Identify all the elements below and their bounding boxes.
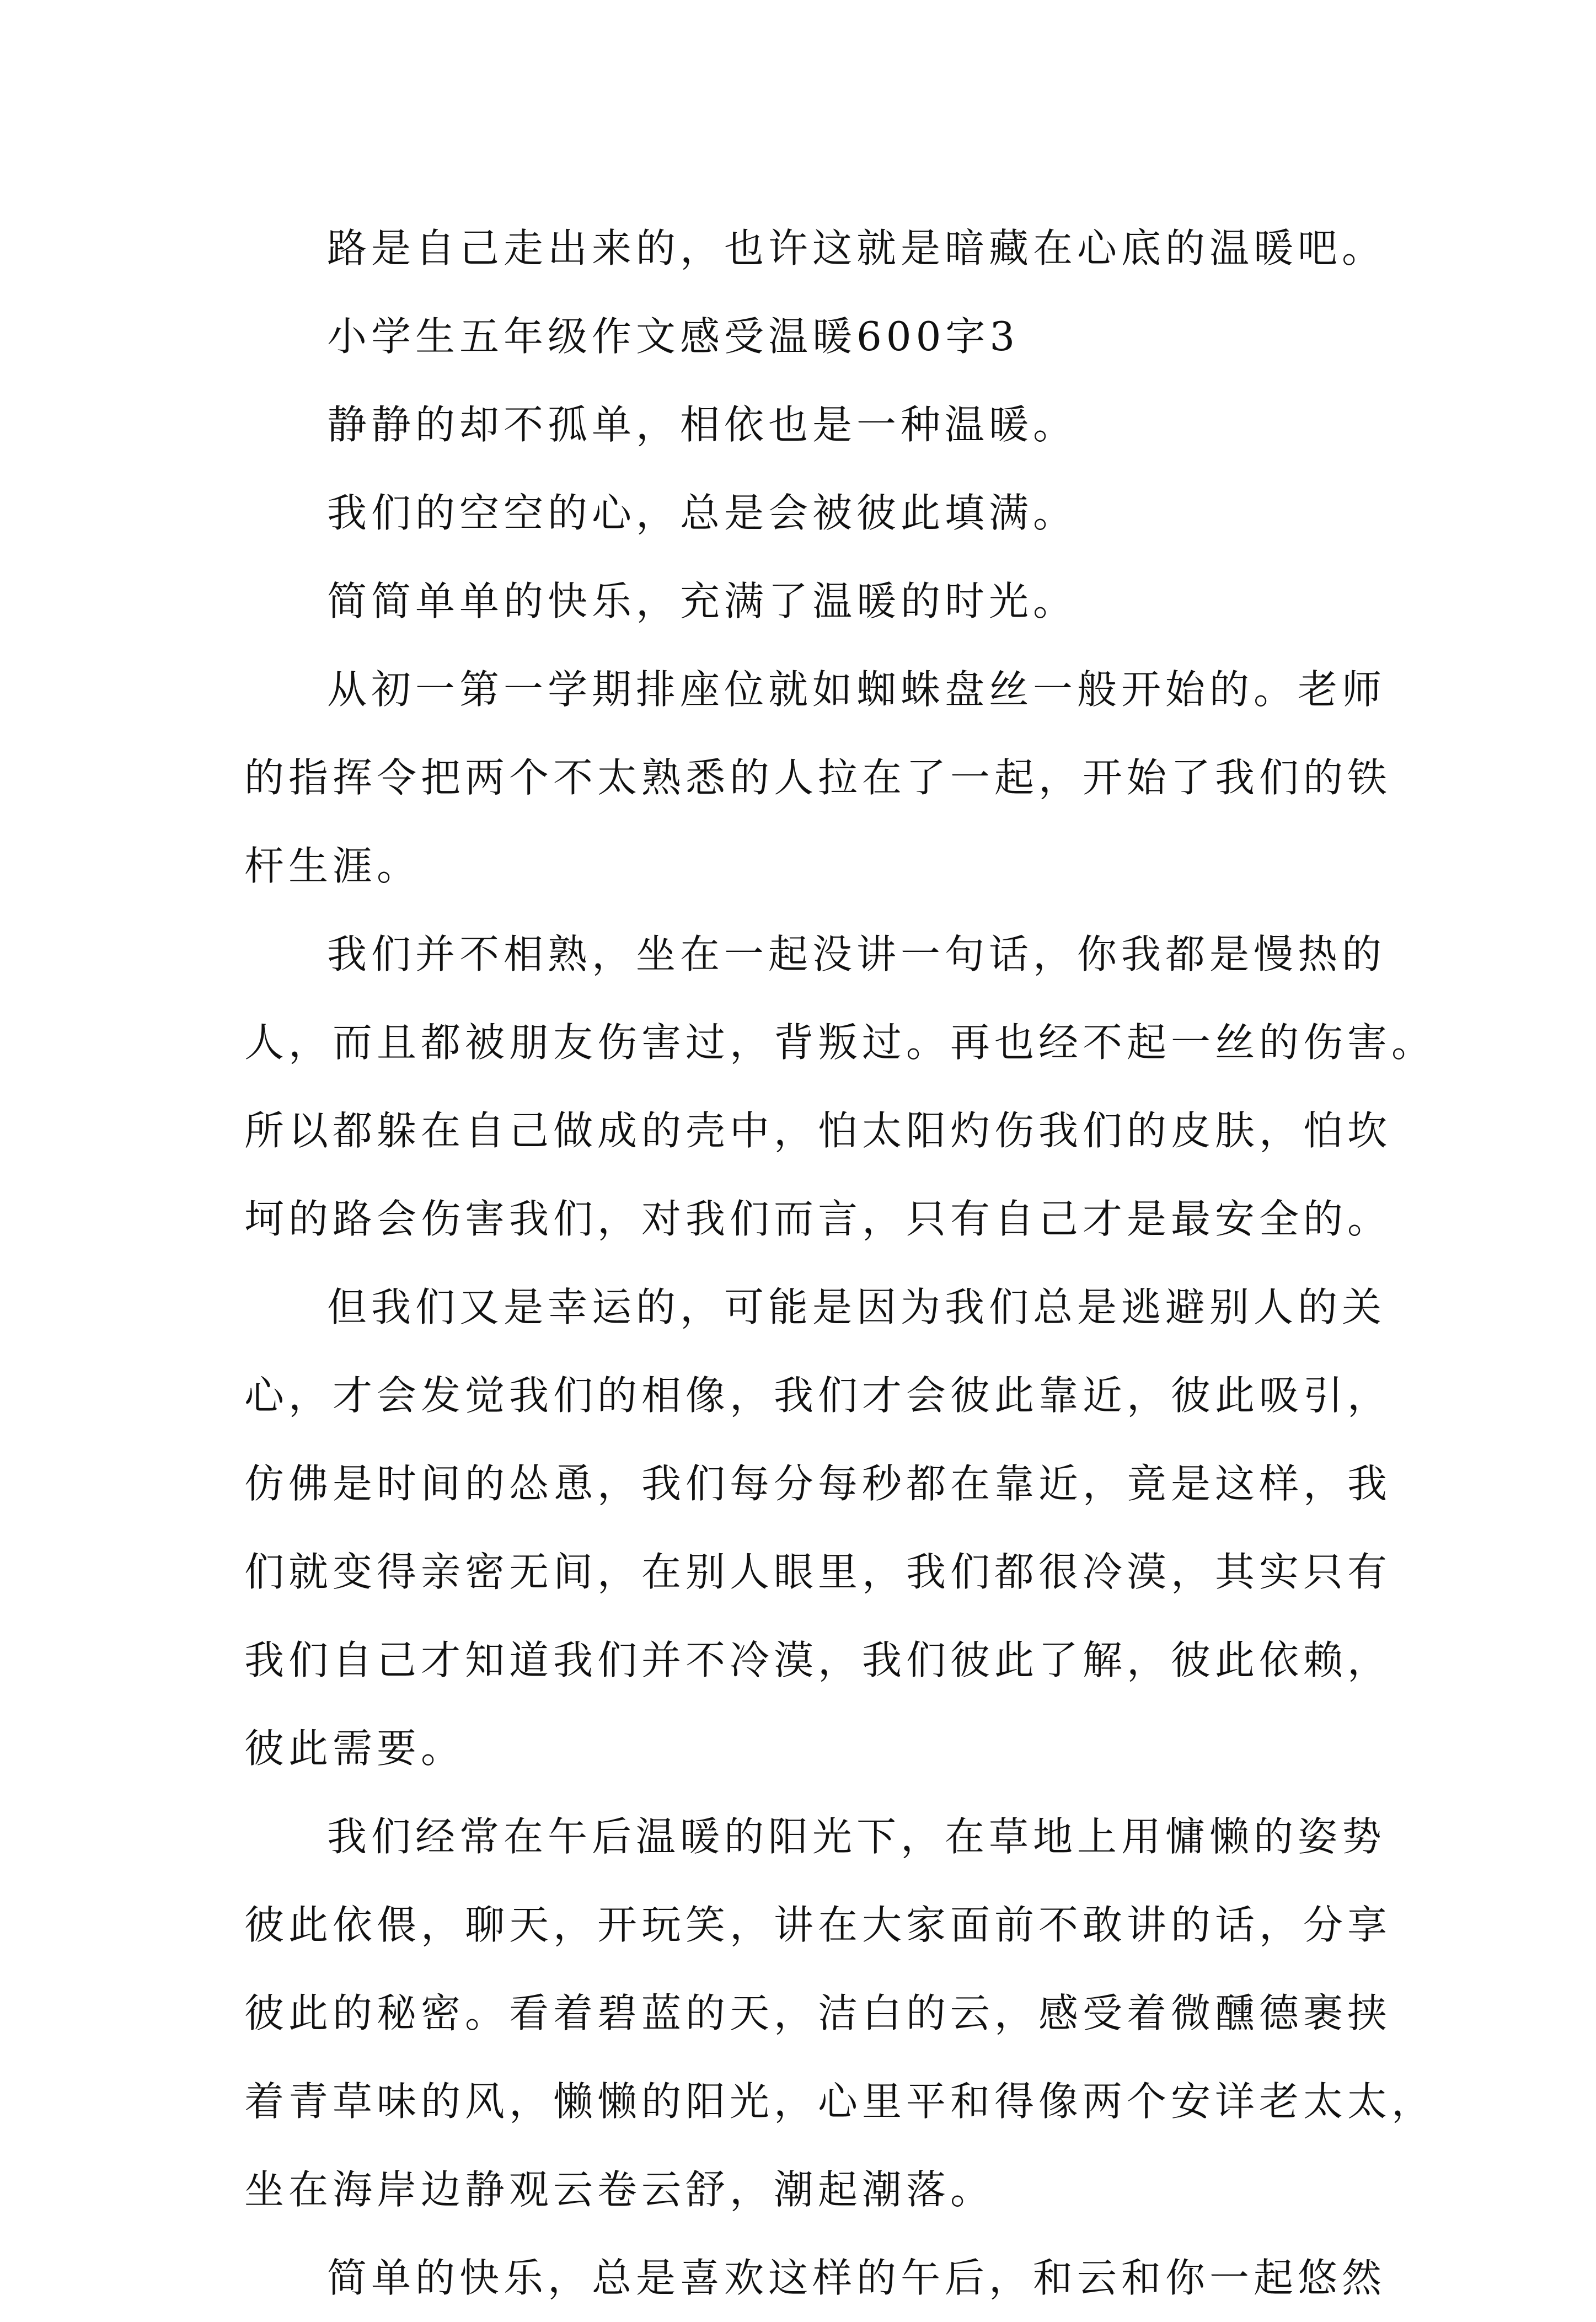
text-line: 仿佛是时间的怂恿，我们每分每秒都在靠近，竟是这样，我 <box>244 1460 1392 1507</box>
text-line: 杆生涯。 <box>244 843 421 889</box>
text-line: 坐在海岸边静观云卷云舒，潮起潮落。 <box>244 2166 995 2213</box>
text-line: 所以都躲在自己做成的壳中，怕太阳灼伤我们的皮肤，怕坎 <box>244 1108 1392 1154</box>
text-line: 人，而且都被朋友伤害过，背叛过。再也经不起一丝的伤害。 <box>244 1019 1436 1066</box>
text-line: 彼此依偎，聊天，开玩笑，讲在大家面前不敢讲的话，分享 <box>244 1902 1392 1948</box>
text-line: 我们经常在午后温暖的阳光下，在草地上用慵懒的姿势 <box>327 1813 1386 1860</box>
text-line: 着青草味的风，懒懒的阳光，心里平和得像两个安详老太太， <box>244 2078 1436 2125</box>
text-line: 的指挥令把两个不太熟悉的人拉在了一起，开始了我们的铁 <box>244 755 1392 801</box>
text-line: 心，才会发觉我们的相像，我们才会彼此靠近，彼此吸引， <box>244 1372 1392 1419</box>
text-line: 坷的路会伤害我们，对我们而言，只有自己才是最安全的。 <box>244 1196 1392 1242</box>
text-line: 彼此的秘密。看着碧蓝的天，洁白的云，感受着微醺德裹挟 <box>244 1990 1392 2036</box>
text-line: 简单的快乐，总是喜欢这样的午后，和云和你一起悠然 <box>327 2255 1386 2301</box>
text-line: 彼此需要。 <box>244 1725 465 1772</box>
text-line: 我们并不相熟，坐在一起没讲一句话，你我都是慢热的 <box>327 931 1386 977</box>
text-line: 路是自己走出来的，也许这就是暗藏在心底的温暖吧。 <box>327 225 1386 271</box>
text-line: 静静的却不孤单，相依也是一种温暖。 <box>327 402 1078 448</box>
document-body <box>244 204 1436 2322</box>
text-line: 小学生五年级作文感受温暖600字3 <box>327 313 1020 360</box>
text-line: 我们的空空的心，总是会被彼此填满。 <box>327 490 1078 536</box>
text-line: 们就变得亲密无间，在别人眼里，我们都很冷漠，其实只有 <box>244 1549 1392 1595</box>
text-line: 简简单单的快乐，充满了温暖的时光。 <box>327 578 1078 624</box>
text-line: 但我们又是幸运的，可能是因为我们总是逃避别人的关 <box>327 1284 1386 1330</box>
text-line: 我们自己才知道我们并不冷漠，我们彼此了解，彼此依赖， <box>244 1637 1392 1683</box>
text-line: 从初一第一学期排座位就如蜘蛛盘丝一般开始的。老师 <box>327 666 1386 713</box>
